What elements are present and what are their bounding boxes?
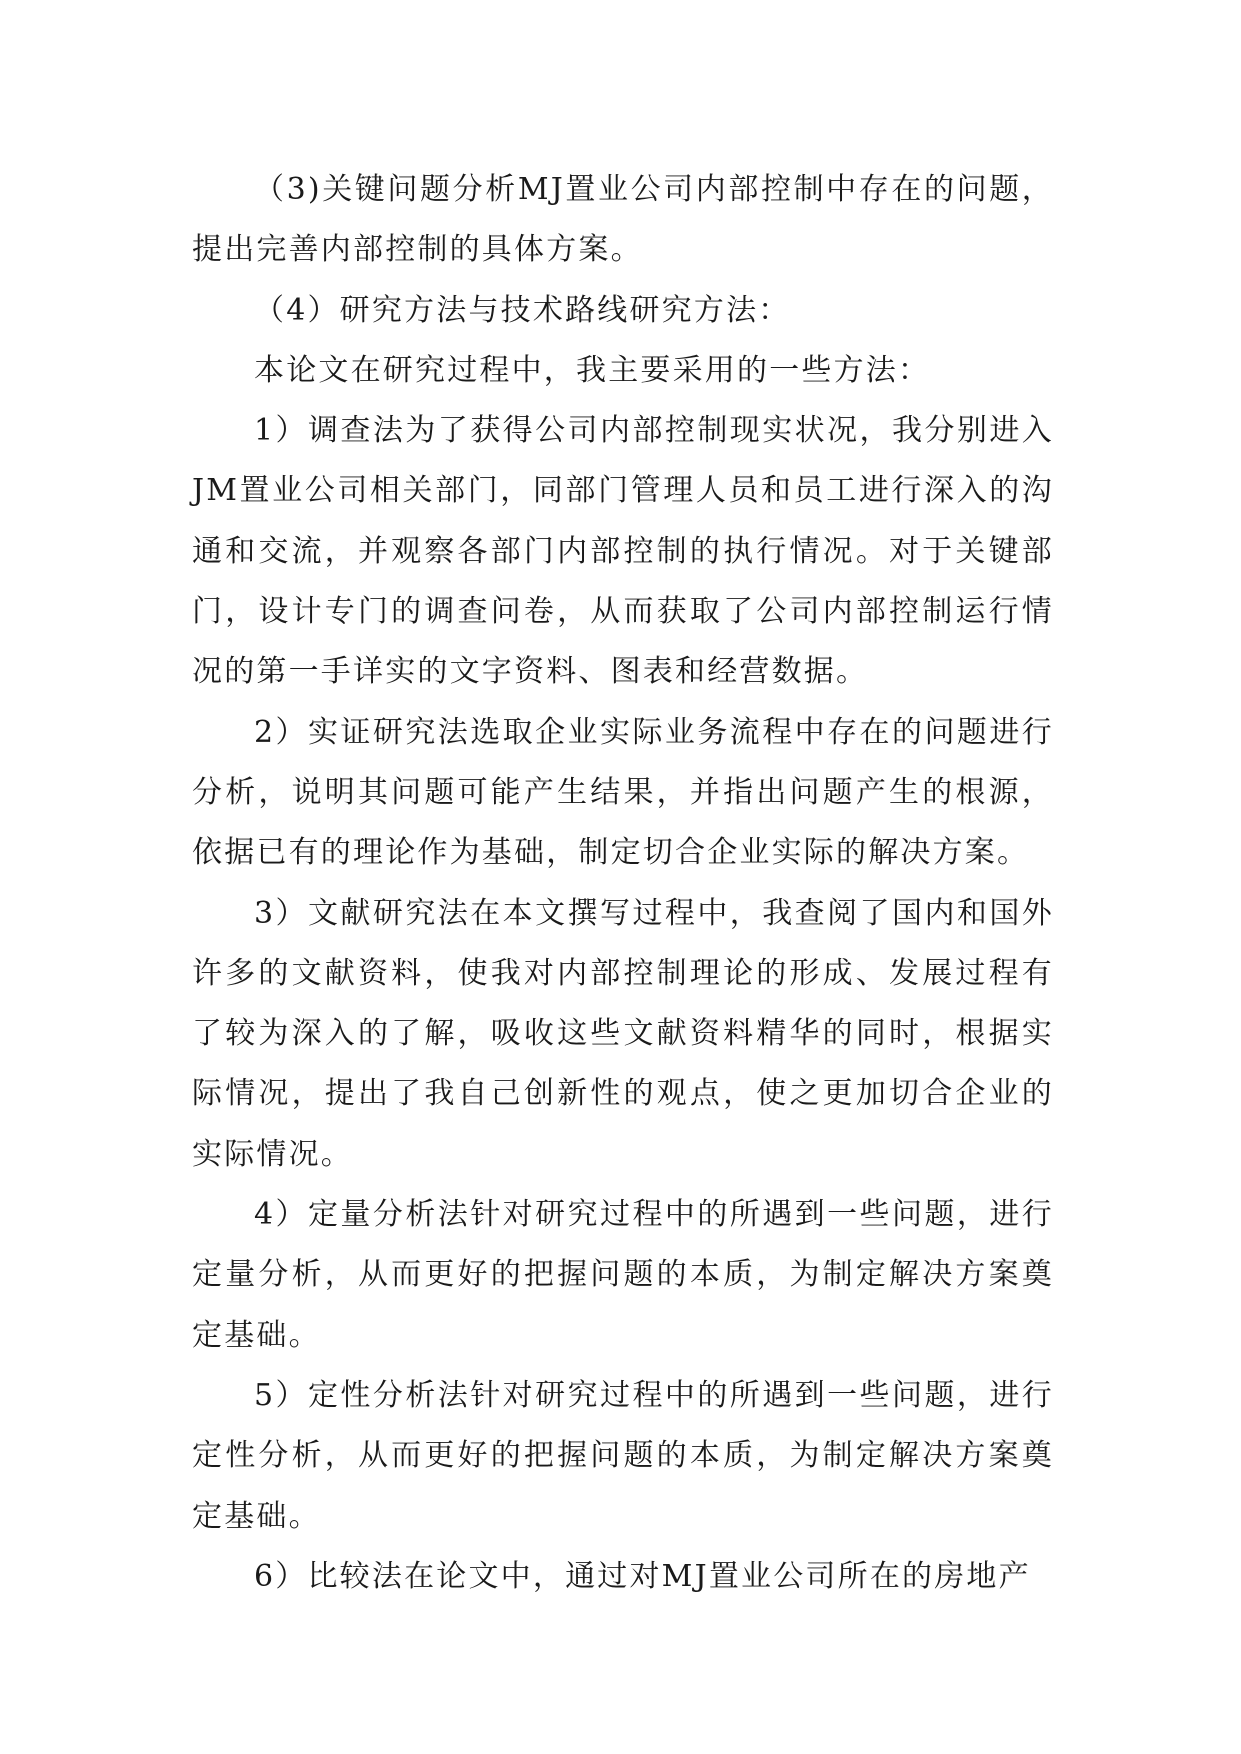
paragraph-comparison-method: 6）比较法在论文中，通过对MJ置业公司所在的房地产 bbox=[254, 1558, 1031, 1594]
paragraph-literature-method: 3）文献研究法在本文撰写过程中，我查阅了国内和国外许多的文献资料，使我对内部控制理论的形成、发展过程有了较为深入的了解，吸收这些文献资料精华的同时，根据实际情况，提出了我自己创新性的观点，使之更加切合企业的实际情况。 bbox=[192, 895, 1054, 1172]
paragraph-qualitative-method: 5）定性分析法针对研究过程中的所遇到一些问题，进行定性分析，从而更好的把握问题的本质，为制定解决方案奠定基础。 bbox=[192, 1377, 1054, 1534]
body-text bbox=[192, 160, 1054, 1607]
paragraph-methods-intro: 本论文在研究过程中，我主要采用的一些方法： bbox=[254, 352, 931, 388]
paragraph-survey-method: 1）调查法为了获得公司内部控制现实状况，我分别进入JM置业公司相关部门，同部门管理人员和员工进行深入的沟通和交流，并观察各部门内部控制的执行情况。对于关键部门，设计专门的调查问卷，从而获取了公司内部控制运行情况的第一手详实的文字资料、图表和经营数据。 bbox=[192, 413, 1054, 690]
paragraph-key-issue-analysis: （3)关键问题分析MJ置业公司内部控制中存在的问题，提出完善内部控制的具体方案。 bbox=[192, 172, 1054, 268]
paragraph-quantitative-method: 4）定量分析法针对研究过程中的所遇到一些问题，进行定量分析，从而更好的把握问题的本质，为制定解决方案奠定基础。 bbox=[192, 1197, 1054, 1353]
paragraph-empirical-method: 2）实证研究法选取企业实际业务流程中存在的问题进行分析，说明其问题可能产生结果，并指出问题产生的根源，依据已有的理论作为基础，制定切合企业实际的解决方案。 bbox=[192, 714, 1054, 871]
paragraph-research-methods-heading: （4）研究方法与技术路线研究方法： bbox=[254, 292, 791, 328]
